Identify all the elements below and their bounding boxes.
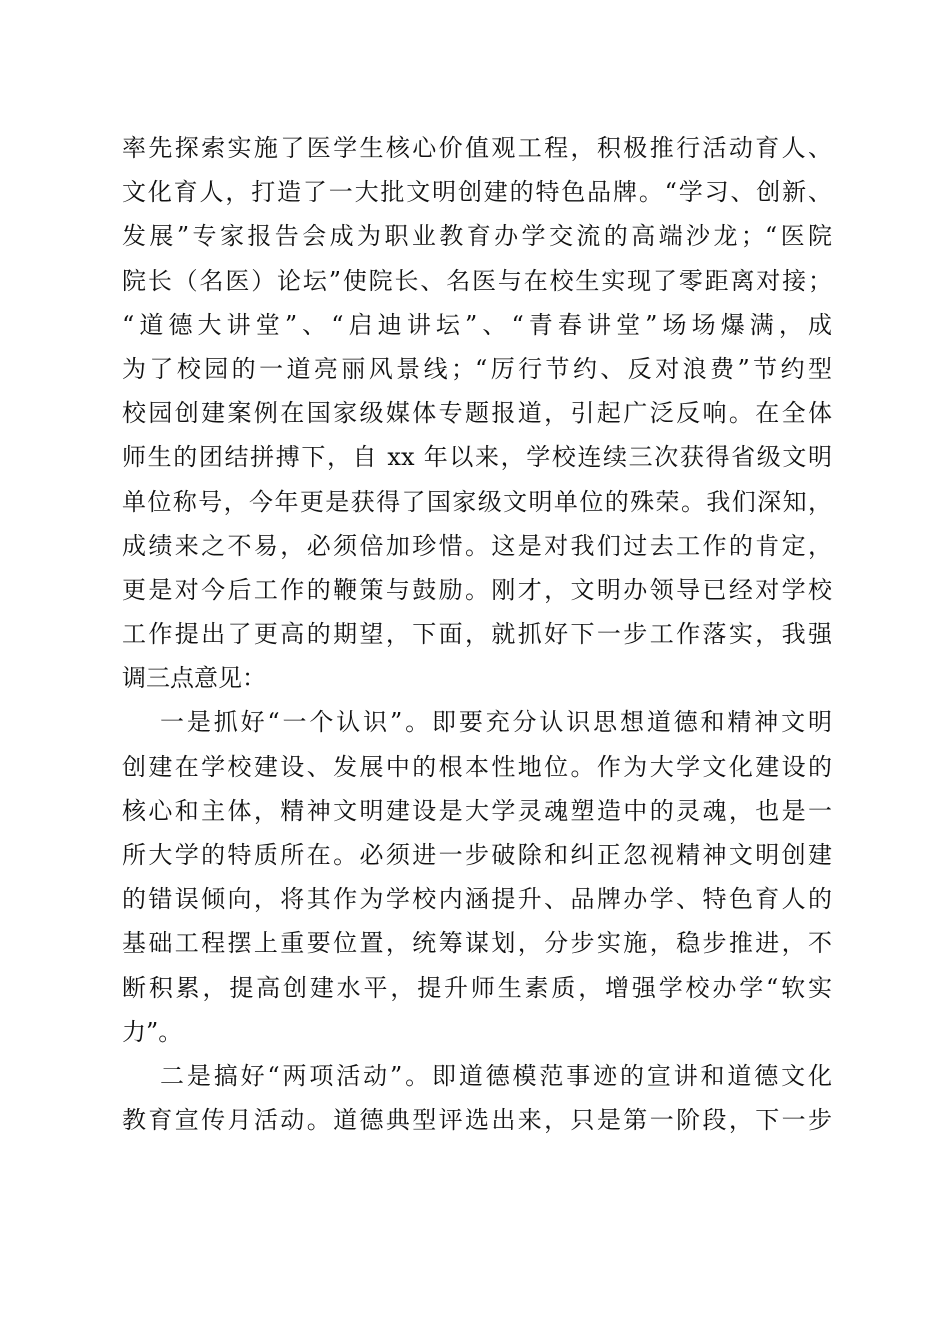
text-line: 文化育人，打造了一大批文明创建的特色品牌。“学习、创新、	[122, 178, 832, 207]
text-line: 工作提出了更高的期望，下面，就抓好下一步工作落实，我强	[122, 620, 832, 649]
text-line: 创建在学校建设、发展中的根本性地位。作为大学文化建设的	[122, 752, 832, 781]
text-line: “道德大讲堂”、“启迪讲坛”、“青春讲堂”场场爆满，成	[122, 310, 832, 339]
text-line: 成绩来之不易，必须倍加珍惜。这是对我们过去工作的肯定，	[122, 531, 832, 560]
text-line: 师生的团结拼搏下，自 xx 年以来，学校连续三次获得省级文明	[122, 443, 832, 472]
text-line: 调三点意见：	[122, 664, 266, 693]
text-line: 教育宣传月活动。道德典型评选出来，只是第一阶段，下一步	[122, 1106, 832, 1135]
paragraph-heading-line: 二是搞好“两项活动”。即道德模范事迹的宣讲和道德文化	[160, 1061, 832, 1090]
text-line: 发展”专家报告会成为职业教育办学交流的高端沙龙；“医院	[122, 222, 832, 251]
paragraph-heading-line: 一是抓好“一个认识”。即要充分认识思想道德和精神文明	[160, 708, 832, 737]
text-line: 的错误倾向，将其作为学校内涵提升、品牌办学、特色育人的	[122, 885, 832, 914]
text-line: 院长（名医）论坛”使院长、名医与在校生实现了零距离对接；	[122, 266, 832, 295]
text-line: 更是对今后工作的鞭策与鼓励。刚才，文明办领导已经对学校	[122, 575, 832, 604]
text-line: 所大学的特质所在。必须进一步破除和纠正忽视精神文明创建	[122, 841, 832, 869]
text-line: 基础工程摆上重要位置，统筹谋划，分步实施，稳步推进，不	[122, 929, 832, 958]
text-line: 力”。	[122, 1017, 183, 1046]
text-line: 为了校园的一道亮丽风景线；“厉行节约、反对浪费”节约型	[122, 354, 832, 383]
text-line: 核心和主体，精神文明建设是大学灵魂塑造中的灵魂，也是一	[122, 796, 832, 825]
text-line: 率先探索实施了医学生核心价值观工程，积极推行活动育人、	[122, 134, 832, 162]
text-line: 断积累，提高创建水平，提升师生素质，增强学校办学“软实	[122, 973, 832, 1002]
document-body	[122, 126, 832, 1142]
text-line: 校园创建案例在国家级媒体专题报道，引起广泛反响。在全体	[122, 399, 832, 428]
text-line: 单位称号，今年更是获得了国家级文明单位的殊荣。我们深知，	[122, 487, 832, 516]
